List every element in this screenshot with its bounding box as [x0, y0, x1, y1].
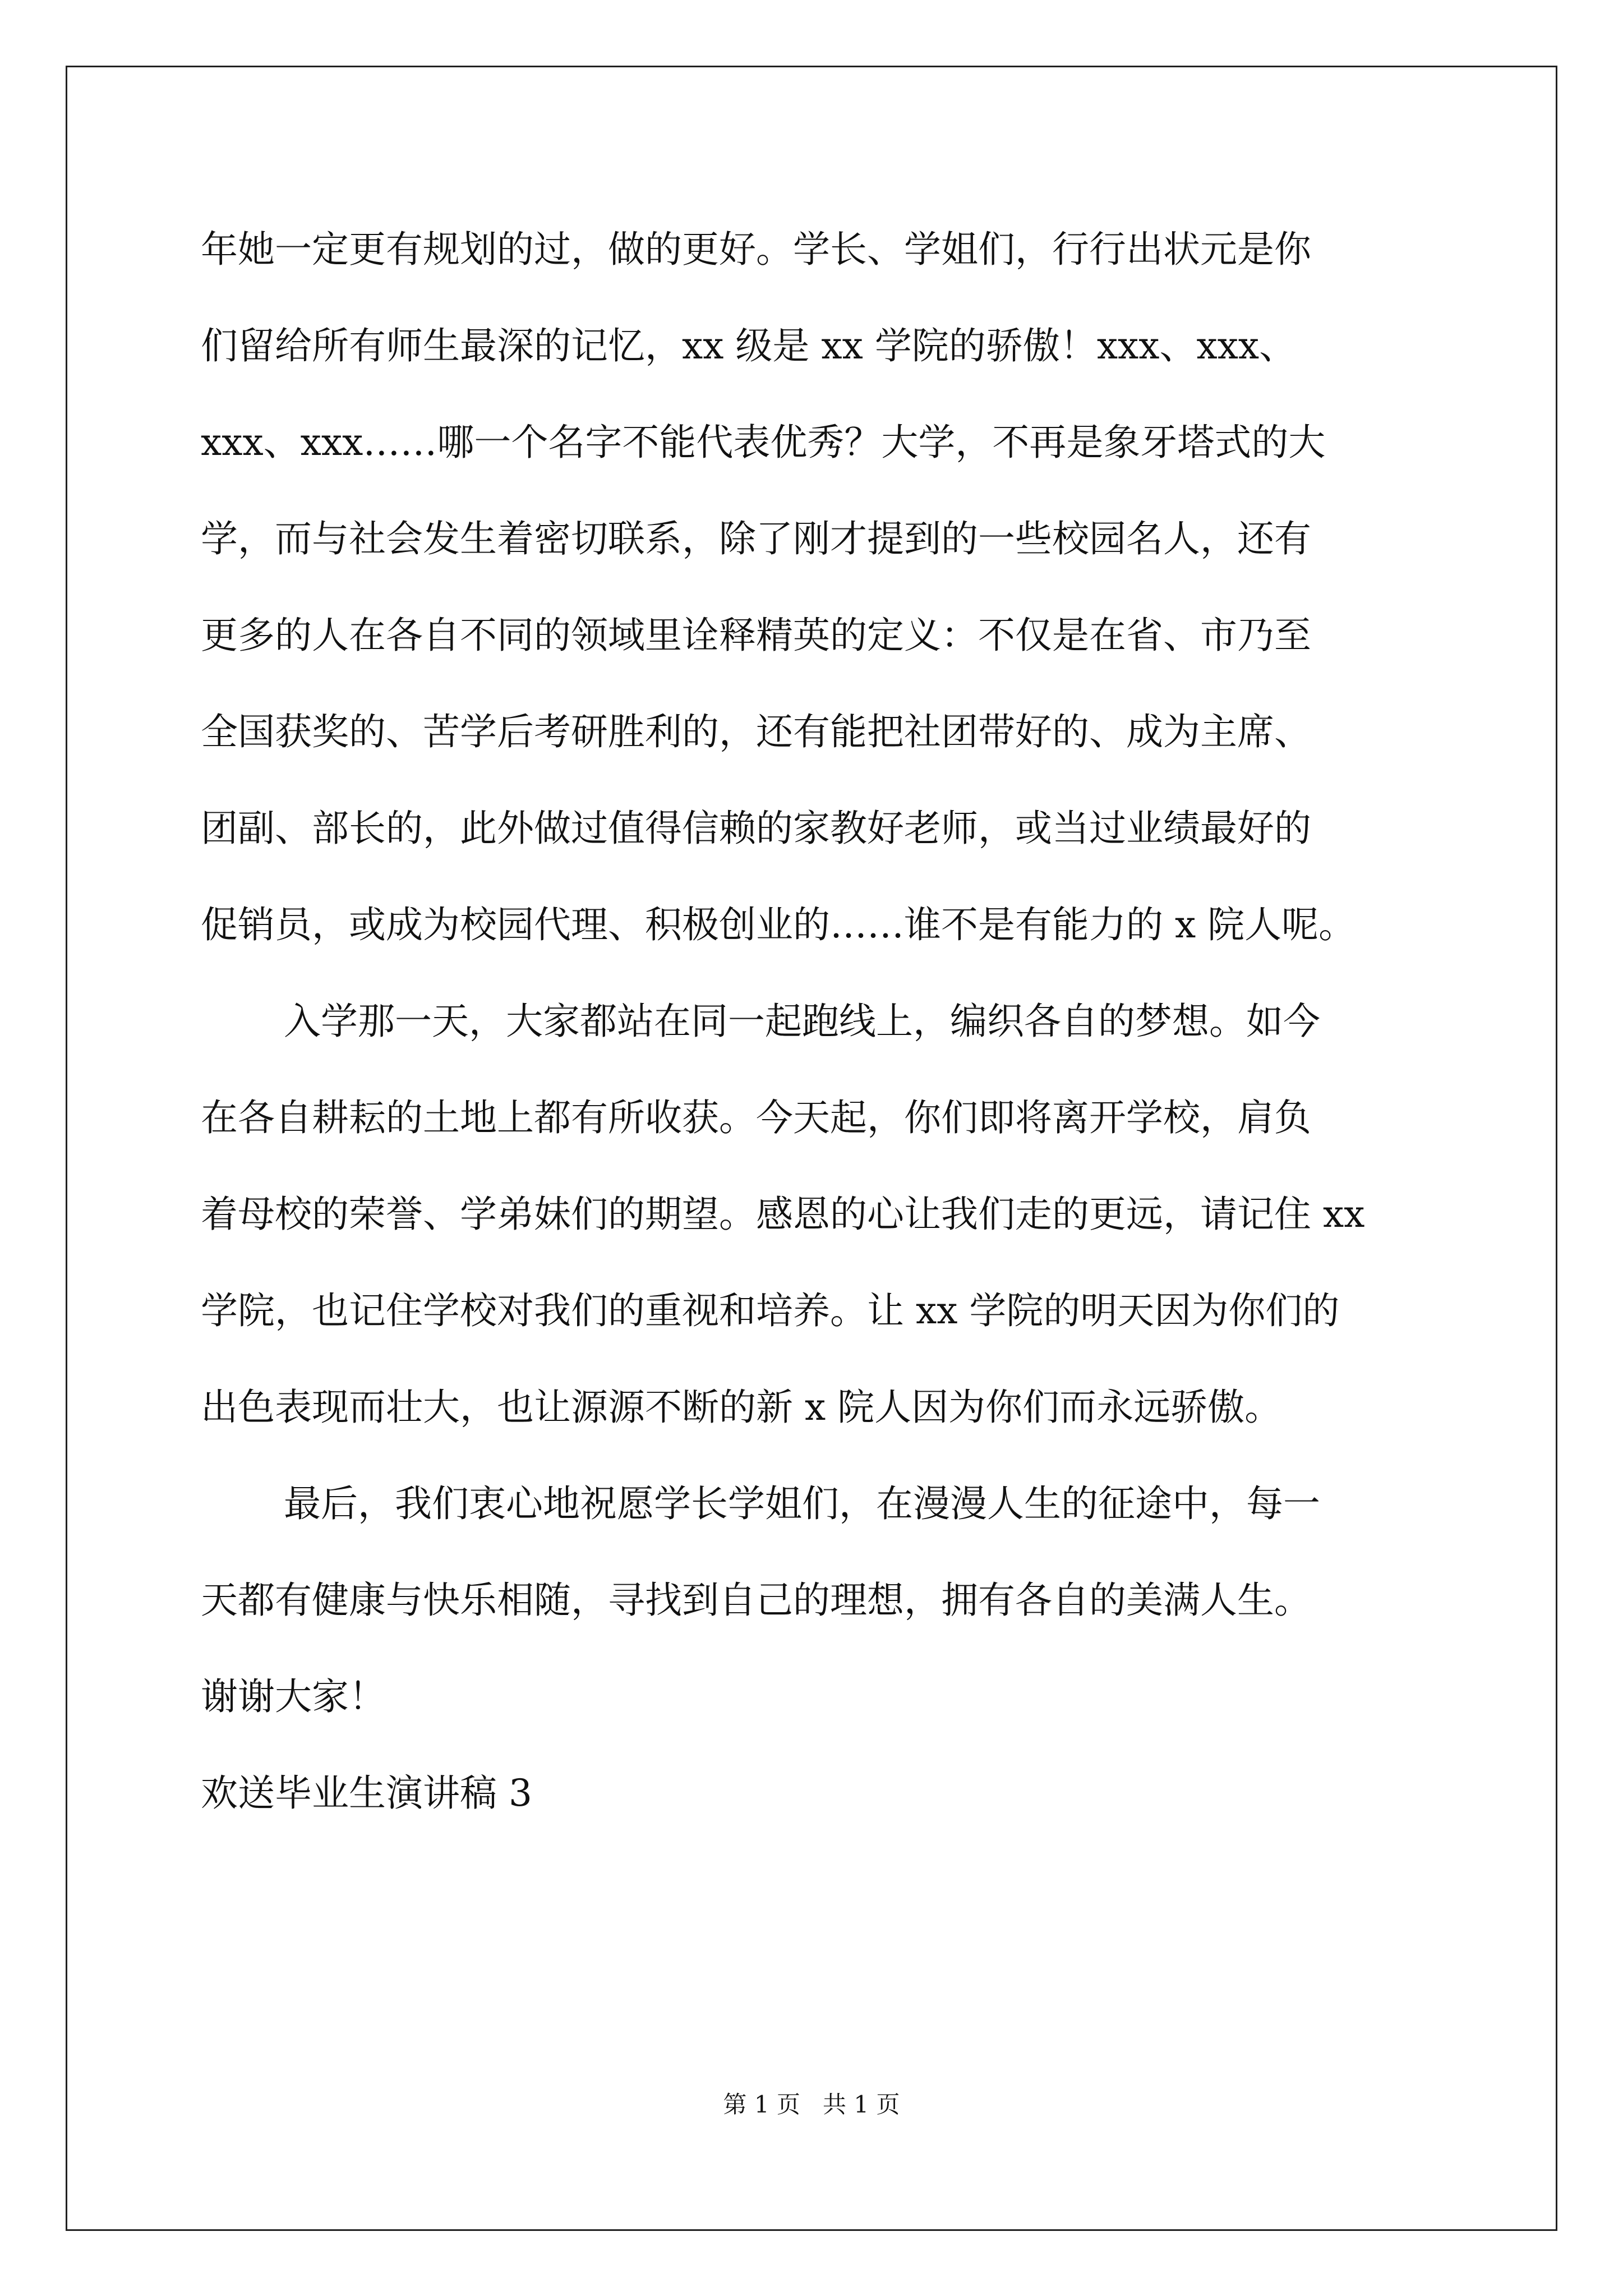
body-line: 更多的人在各自不同的领域里诠释精英的定义：不仅是在省、市乃至: [201, 614, 1311, 657]
body-line: 出色表现而壮大，也让源源不断的新 x 院人因为你们而永远骄傲。: [201, 1386, 1282, 1429]
paragraph-first-line: 入学那一天，大家都站在同一起跑线上，编织各自的梦想。如今: [284, 1000, 1320, 1043]
body-line: xxx、xxx……哪一个名字不能代表优秀？大学，不再是象牙塔式的大: [201, 421, 1326, 464]
section-heading: 欢送毕业生演讲稿 3: [201, 1772, 532, 1815]
body-line: 学院，也记住学校对我们的重视和培养。让 xx 学院的明天因为你们的: [201, 1289, 1340, 1332]
body-line: 天都有健康与快乐相随，寻找到自己的理想，拥有各自的美满人生。: [201, 1579, 1311, 1622]
document-body: [201, 219, 1435, 1859]
body-line: 学，而与社会发生着密切联系，除了刚才提到的一些校园名人，还有: [201, 517, 1311, 560]
closing-line: 谢谢大家！: [201, 1675, 386, 1718]
body-line: 促销员，或成为校园代理、积极创业的……谁不是有能力的 x 院人呢。: [201, 903, 1356, 946]
page-number-footer: 第 1 页 共 1 页: [723, 2091, 900, 2118]
body-line: 在各自耕耘的土地上都有所收获。今天起，你们即将离开学校，肩负: [201, 1096, 1311, 1139]
body-line: 年她一定更有规划的过，做的更好。学长、学姐们，行行出状元是你: [201, 228, 1311, 271]
body-line: 着母校的荣誉、学弟妹们的期望。感恩的心让我们走的更远，请记住 xx: [201, 1193, 1365, 1236]
body-line: 团副、部长的，此外做过值得信赖的家教好老师，或当过业绩最好的: [201, 807, 1311, 850]
body-line: 全国获奖的、苦学后考研胜利的，还有能把社团带好的、成为主席、: [201, 710, 1311, 753]
body-line: 们留给所有师生最深的记忆，xx 级是 xx 学院的骄傲！xxx、xxx、: [201, 324, 1297, 367]
paragraph-first-line: 最后，我们衷心地祝愿学长学姐们，在漫漫人生的征途中，每一: [284, 1482, 1320, 1525]
